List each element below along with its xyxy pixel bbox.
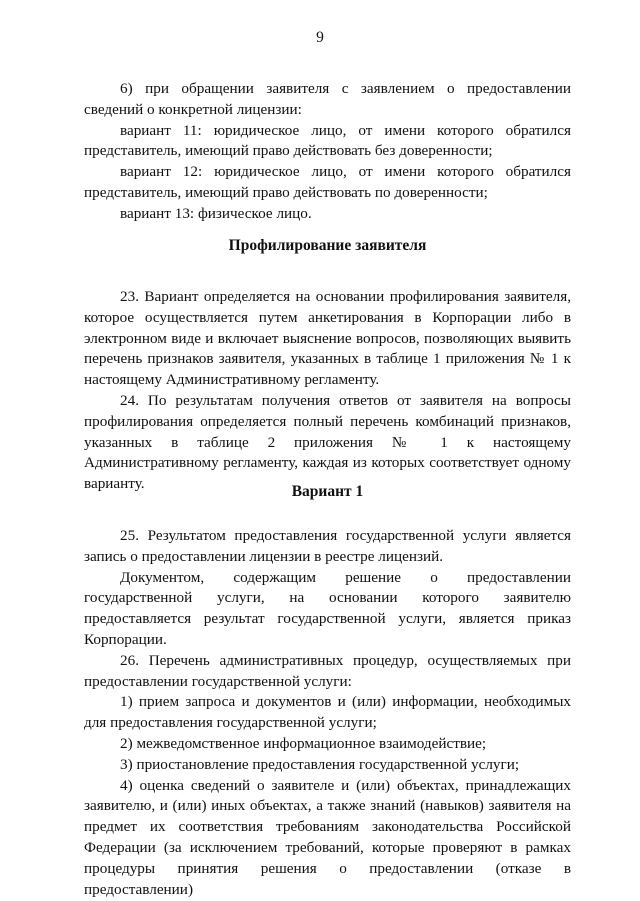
procedure-item-1: 1) прием запроса и документов и (или) информации, необходимых для предоставления государственной услуги; (84, 693, 571, 732)
heading-variant-1: Вариант 1 (291, 483, 364, 500)
page-number: 9 (316, 29, 324, 46)
variant-13: вариант 13: физическое лицо. (120, 204, 312, 222)
profiling-section (84, 287, 571, 495)
heading-profiling: Профилирование заявителя (228, 237, 427, 254)
paragraph-25-document: Документом, содержащим решение о предоставлении государственной услуги, на основании которого заявителю предоставляется результат государственной услуги, является приказ Корпорации. (84, 568, 571, 648)
variant-11: вариант 11: юридическое лицо, от имени которого обратился представитель, имеющий право действовать без доверенности; (84, 121, 571, 160)
variant-1-section (84, 526, 571, 900)
paragraph-25: 25. Результатом предоставления государственной услуги является запись о предоставлении лицензии в реестре лицензий. (84, 527, 571, 565)
paragraph-26: 26. Перечень административных процедур, осуществляемых при предоставлении государственной услуги: (84, 651, 571, 690)
variant-12: вариант 12: юридическое лицо, от имени которого обратился представитель, имеющий право действовать по доверенности; (84, 163, 571, 201)
procedure-item-2: 2) межведомственное информационное взаимодействие; (120, 734, 487, 752)
list-item-6: 6) при обращении заявителя с заявлением о предоставлении сведений о конкретной лицензии: (84, 80, 571, 118)
procedure-item-4: 4) оценка сведений о заявителе и (или) объектах, принадлежащих заявителю, и (или) иных объектах, а также знаний (навыков) заявителя на предмет их соответствия требованиям законодательства Российской Федерации (за исключением требований, которые проверяют в рамках процедуры принятия решения о предоставлении (отказе в предоставлении) (84, 776, 571, 898)
paragraph-24: 24. По результатам получения ответов от заявителя на вопросы профилирования определяется полный перечень комбинаций признаков, указанных в таблице 2 приложения № 1 к настоящему Административному регламенту, каждая из которых соответствует одному варианту. (84, 391, 571, 493)
procedure-item-3: 3) приостановление предоставления государственной услуги; (120, 755, 520, 773)
variants-list-section (84, 79, 571, 225)
paragraph-23: 23. Вариант определяется на основании профилирования заявителя, которое осуществляется путем анкетирования в Корпорации либо в электронном виде и включает выяснение вопросов, позволяющих выявить перечень признаков заявителя, указанных в таблице 1 приложения № 1 к настоящему Административному регламенту. (84, 288, 571, 389)
